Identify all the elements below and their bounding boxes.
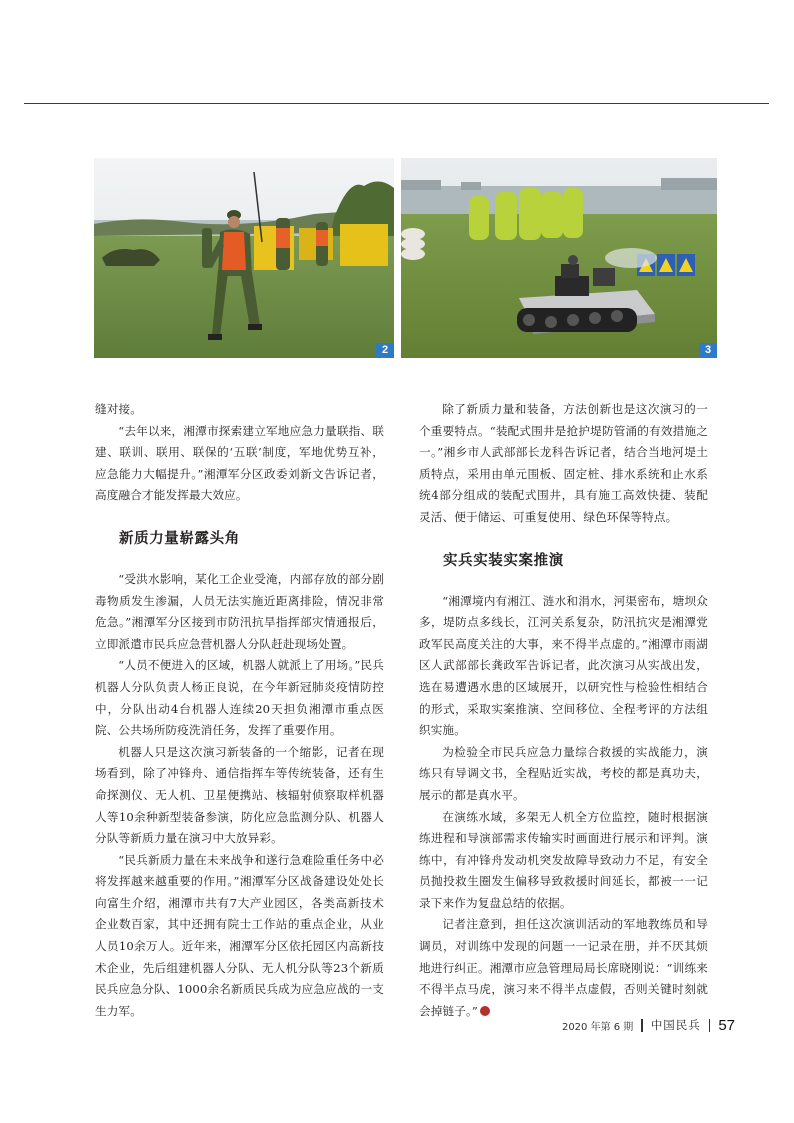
left-paragraph-1: 缝对接。	[95, 402, 142, 416]
right-column	[419, 399, 708, 1022]
left-paragraph-4: “人员不便进入的区域，机器人就派上了用场。”民兵机器人分队负责人杨正良说，在今年新冠肺炎疫情防控中，分队出动4台机器人连续20天担负湘潭市重点医院、公共场所防疫洗消任务，发挥了重要作用。	[95, 658, 384, 738]
magazine-name: 中国民兵	[650, 1018, 701, 1032]
header-rule	[24, 103, 769, 104]
photo-2-image	[94, 158, 394, 358]
photo-2-number: 2	[376, 343, 394, 358]
section-heading-live-drill: 实兵实装实案推演	[443, 552, 564, 569]
photo-3	[401, 158, 717, 358]
right-paragraph-5	[419, 914, 708, 1022]
left-paragraph-2: “去年以来，湘潭市探索建立军地应急力量联指、联建、联训、联用、联保的‘五联’制度，军地优势互补，应急能力大幅提升。”湘潭军分区政委刘新文告诉记者，高度融合才能发挥最大效应。	[95, 423, 384, 503]
page-footer	[562, 1016, 735, 1034]
right-paragraph-5-text: 记者注意到，担任这次演训活动的军地教练员和导调员，对训练中发现的问题一一记录在册，并不厌其烦地进行纠正。湘潭市应急管理局局长席晓刚说：“训练来不得半点马虎，演习来不得半点虚假，否则关键时刻就会掉链子。”	[419, 917, 708, 1018]
left-column	[95, 399, 384, 1022]
left-paragraph-5: 机器人只是这次演习新装备的一个缩影，记者在现场看到，除了冲锋舟、通信指挥车等传统装备，还有生命探测仪、无人机、卫星便携站、核辐射侦察取样机器人等10余种新型装备参演，防化应急监测分队、机器人分队等新质力量在演习中大放异彩。	[95, 744, 384, 846]
footer-divider-2	[709, 1019, 711, 1032]
right-paragraph-4: 在演练水域，多架无人机全方位监控，随时根据演练进程和导演部需求传输实时画面进行展示和评判。演练中，有冲锋舟发动机突发故障导致动力不足，有安全员抛投救生圈发生偏移导致救援时间延长，都被一一记录下来作为复盘总结的依据。	[419, 809, 708, 910]
photo-3-image	[401, 158, 717, 358]
left-paragraph-6: “民兵新质力量在未来战争和遂行急难险重任务中必将发挥越来越重要的作用。”湘潭军分区战备建设处处长向富生介绍，湘潭市共有7大产业园区，各类高新技术企业数百家，其中还拥有院士工作站的重点企业，从业人员10余万人。近年来，湘潭军分区依托园区内高新技术企业，先后组建机器人分队、无人机分队等23个新质民兵应急分队、1000余名新质民兵成为应急应战的一支生力军。	[95, 852, 384, 1018]
footer-divider	[641, 1019, 643, 1032]
section-heading-new-forces: 新质力量崭露头角	[119, 530, 240, 547]
page-number: 57	[718, 1016, 735, 1034]
right-paragraph-2: “湘潭境内有湘江、涟水和涓水，河渠密布，塘坝众多，堤防点多线长，江河关系复杂，防汛抗灾是湘潭党政军民高度关注的大事，来不得半点虚的。”湘潭市雨湖区人武部部长龚政军告诉记者，此次演习从实战出发，选在易遭遇水患的区域展开，以研究性与检验性相结合的形式，采取实案推演、空间移位、全程考评的方法组织实施。	[419, 593, 708, 738]
issue-label: 2020 年第 6 期	[561, 1021, 634, 1033]
right-paragraph-1: 除了新质力量和装备，方法创新也是这次演习的一个重要特点。“装配式围井是抢护堤防管涌的有效措施之一。”湘乡市人武部部长龙科告诉记者，结合当地河堤土质特点，采用由单元围板、固定桩、排水系统和止水系统4部分组成的装配式围井，具有施工高效快捷、装配灵活、便于储运、可重复使用、绿色环保等特点。	[419, 402, 708, 524]
photo-3-number: 3	[699, 343, 717, 358]
end-mark-icon	[480, 1006, 490, 1016]
photo-2	[94, 158, 394, 358]
right-paragraph-3: 为检验全市民兵应急力量综合救援的实战能力，演练只有导调文书，全程贴近实战，考校的都是真功夫，展示的都是真水平。	[419, 744, 708, 802]
left-paragraph-3: “受洪水影响，某化工企业受淹，内部存放的部分剧毒物质发生渗漏，人员无法实施近距离排险，情况非常危急。”湘潭军分区接到市防汛抗旱指挥部灾情通报后，立即派遣市民兵应急营机器人分队赶赴现场处置。	[95, 571, 384, 651]
